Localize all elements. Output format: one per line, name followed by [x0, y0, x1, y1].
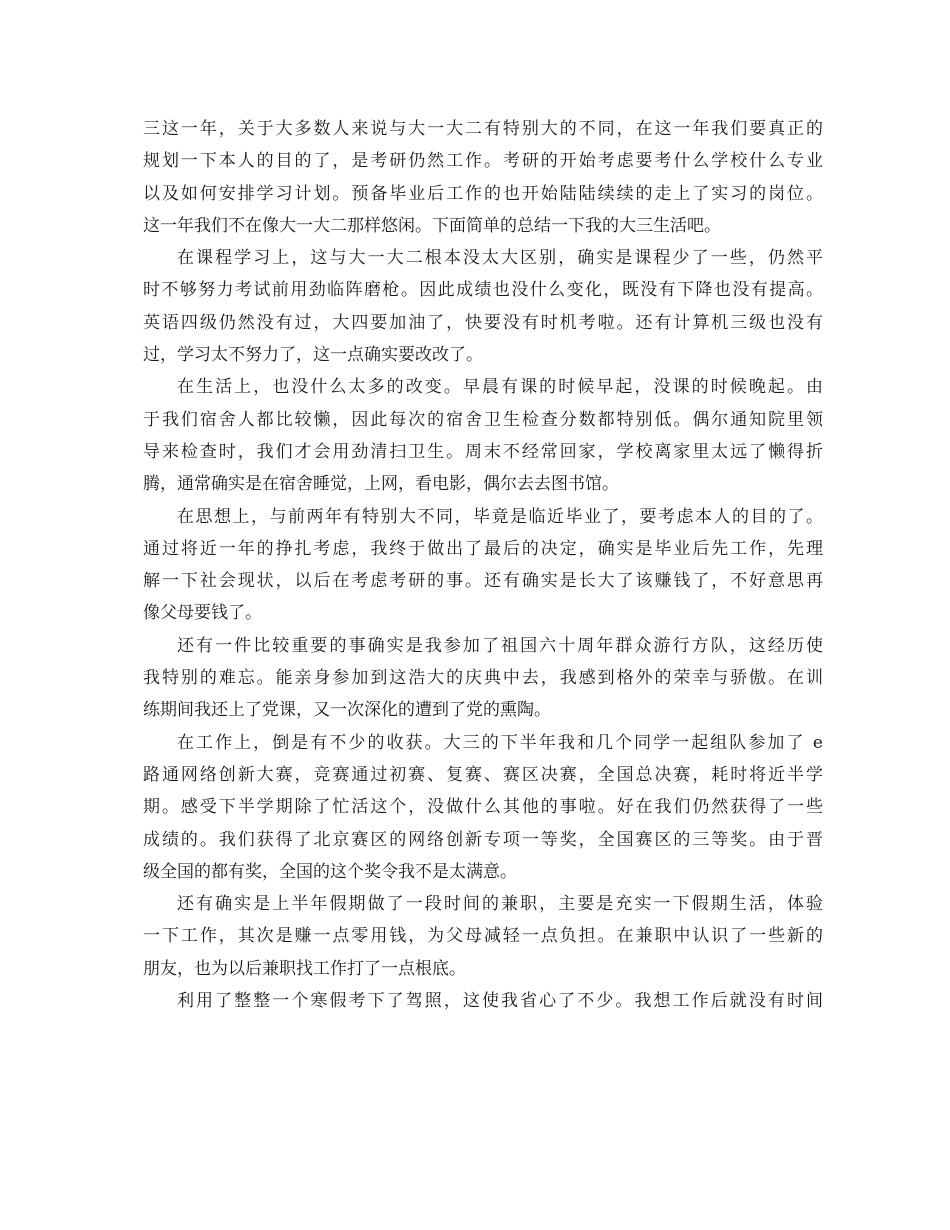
text-line: 一下工作，其次是赚一点零用钱，为父母减轻一点负担。在兼职中认识了一些新的 [143, 926, 823, 947]
text-line: 在课程学习上，这与大一大二根本没太大区别，确实是课程少了一些，仍然平 [177, 248, 823, 269]
text-line: 在思想上，与前两年有特别大不同，毕竟是临近毕业了，要考虑本人的目的了。 [177, 506, 823, 527]
text-line: 级全国的都有奖，全国的这个奖令我不是太满意。 [143, 861, 517, 882]
text-line: 英语四级仍然没有过，大四要加油了，快要没有时机考啦。还有计算机三级也没有 [143, 312, 823, 333]
text-line: 路通网络创新大赛，竞赛通过初赛、复赛、赛区决赛，全国总决赛，耗时将近半学 [143, 764, 823, 785]
text-line: 在工作上，倒是有不少的收获。大三的下半年我和几个同学一起组队参加了 e [177, 732, 823, 753]
text-line: 在生活上，也没什么太多的改变。早晨有课的时候早起，没课的时候晚起。由 [177, 377, 823, 398]
text-line: 像父母要钱了。 [143, 603, 262, 624]
text-line: 导来检查时，我们才会用劲清扫卫生。周末不经常回家，学校离家里太远了懒得折 [143, 441, 823, 462]
text-line: 还有确实是上半年假期做了一段时间的兼职，主要是充实一下假期生活，体验 [177, 894, 823, 915]
text-line: 以及如何安排学习计划。预备毕业后工作的也开始陆陆续续的走上了实习的岗位。 [143, 183, 823, 204]
text-line: 过，学习太不努力了，这一点确实要改改了。 [143, 345, 483, 366]
text-line: 通过将近一年的挣扎考虑，我终于做出了最后的决定，确实是毕业后先工作，先理 [143, 538, 823, 559]
text-line: 利用了整整一个寒假考下了驾照，这使我省心了不少。我想工作后就没有时间 [177, 991, 823, 1012]
text-line: 练期间我还上了党课，又一次深化的遭到了党的熏陶。 [143, 700, 551, 721]
text-line: 规划一下本人的目的了，是考研仍然工作。考研的开始考虑要考什么学校什么专业 [143, 151, 823, 172]
text-line: 腾，通常确实是在宿舍睡觉，上网，看电影，偶尔去去图书馆。 [143, 474, 619, 495]
text-line: 朋友，也为以后兼职找工作打了一点根底。 [143, 958, 466, 979]
text-line: 时不够努力考试前用劲临阵磨枪。因此成绩也没什么变化，既没有下降也没有提高。 [143, 280, 823, 301]
text-line: 这一年我们不在像大一大二那样悠闲。下面简单的总结一下我的大三生活吧。 [143, 215, 721, 236]
text-line: 于我们宿舍人都比较懒，因此每次的宿舍卫生检查分数都特别低。偶尔通知院里领 [143, 409, 823, 430]
body-text [143, 113, 823, 1017]
text-line: 三这一年，关于大多数人来说与大一大二有特别大的不同，在这一年我们要真正的 [143, 119, 823, 139]
text-line: 还有一件比较重要的事确实是我参加了祖国六十周年群众游行方队，这经历使 [177, 635, 823, 656]
text-line: 成绩的。我们获得了北京赛区的网络创新专项一等奖，全国赛区的三等奖。由于晋 [143, 829, 823, 850]
text-line: 我特别的难忘。能亲身参加到这浩大的庆典中去，我感到格外的荣幸与骄傲。在训 [143, 668, 823, 689]
text-line: 解一下社会现状，以后在考虑考研的事。还有确实是长大了该赚钱了，不好意思再 [143, 571, 823, 592]
text-line: 期。感受下半学期除了忙活这个，没做什么其他的事啦。好在我们仍然获得了一些 [143, 797, 823, 818]
